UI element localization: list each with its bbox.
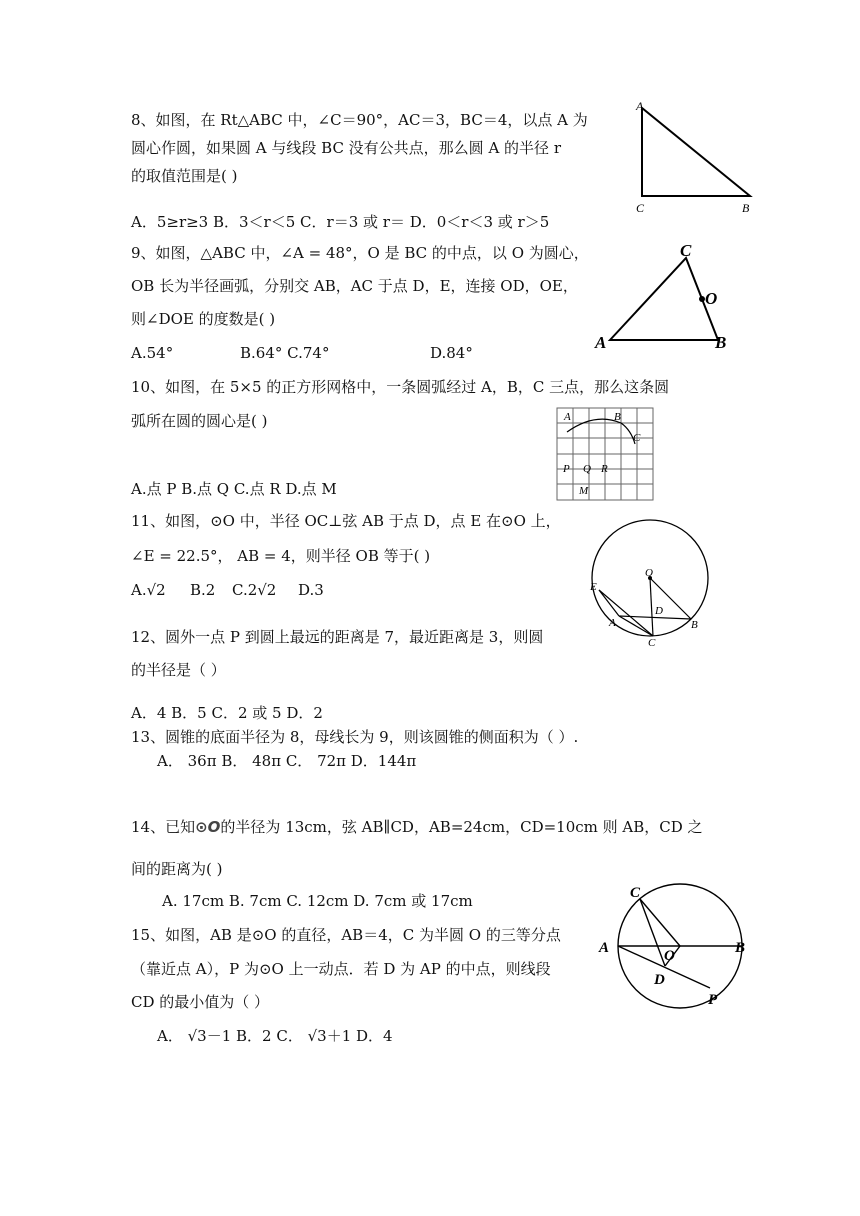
q10-label-p: P [563,463,570,475]
q11-label-o: O [645,567,653,579]
q15-label-c: C [630,885,641,901]
q11-label-c: C [648,637,656,648]
q14-line1 [131,817,703,837]
q12-line2: 的半径是（ ） [131,661,226,679]
q9-option-d: D.84° [430,344,473,362]
q15-label-p: P [708,992,718,1008]
q11-label-e: E [590,581,597,593]
q10-label-c: C [633,432,641,444]
q10-label-a: A [564,411,571,423]
q10-line2: 弧所在圆的圆心是( ) [131,412,268,430]
q10-label-m: M [579,485,589,497]
q14-options: A. 17cm B. 7cm C. 12cm D. 7cm 或 17cm [162,892,473,910]
q9-option-a: A.54° [131,344,174,362]
q11-circle-figure [585,518,715,648]
q11-label-d: D [655,605,663,617]
q9-option-bc: B.64° C.74° [240,344,330,362]
q9-label-a: A [595,333,607,352]
q15-line1: 15、如图，AB 是⊙O 的直径，AB＝4，C 为半圆 O 的三等分点 [131,926,561,944]
q10-options: A.点 P B.点 Q C.点 R D.点 M [131,480,337,498]
q8-triangle-figure [628,98,768,218]
q15-label-d: D [654,972,665,988]
q9-line1: 9、如图，△ABC 中，∠A = 48°，O 是 BC 的中点，以 O 为圆心， [131,244,589,262]
q11-option-b: B.2 [190,581,216,599]
q10-line1: 10、如图，在 5×5 的正方形网格中，一条圆弧经过 A，B，C 三点，那么这条圆 [131,378,670,396]
q15-label-o: O [664,948,675,964]
q8-label-c: C [636,201,645,215]
q15-options: A． √3－1 B．2 C． √3＋1 D．4 [157,1027,393,1045]
circle-o-symbol: ⊙O [195,818,221,836]
q9-triangle-figure [592,240,742,355]
q14-line1-prefix: 14、已知 [131,818,196,836]
q8-options: A．5≥r≥3 B．3＜r＜5 C．r＝3 或 r＝ D．0＜r＜3 或 r＞5 [131,213,550,231]
q11-line1: 11、如图，⊙O 中，半径 OC⊥弦 AB 于点 D，点 E 在⊙O 上， [131,512,561,530]
q13-line1: 13、圆锥的底面半径为 8，母线长为 9，则该圆锥的侧面积为（ ）. [131,728,579,746]
q8-label-b: B [742,201,750,215]
q10-label-r: R [601,463,608,475]
q15-label-b: B [735,940,746,956]
q12-line1: 12、圆外一点 P 到圆上最远的距离是 7，最近距离是 3，则圆 [131,628,544,646]
q9-line2: OB 长为半径画弧，分别交 AB，AC 于点 D，E，连接 OD，OE， [131,277,578,295]
q11-line2: ∠E = 22.5°， AB = 4，则半径 OB 等于( ) [131,547,431,565]
q10-label-q: Q [583,463,591,475]
q11-label-b: B [691,619,698,631]
q14-line2: 间的距离为( ) [131,860,223,878]
q8-line1: 8、如图，在 Rt△ABC 中，∠C＝90°，AC＝3，BC＝4，以点 A 为 [131,111,588,129]
q11-label-a: A [609,617,616,629]
q9-line3: 则∠DOE 的度数是( ) [131,310,276,328]
q9-label-c: C [680,241,692,260]
q15-label-a: A [599,940,610,956]
q10-label-b: B [614,411,621,423]
q11-option-d: D.3 [298,581,324,599]
q15-line3: CD 的最小值为（ ） [131,993,270,1011]
q10-grid-figure [555,406,659,502]
q15-circle-figure [596,880,756,1010]
q12-options: A．4 B．5 C．2 或 5 D．2 [131,704,323,722]
q8-line2: 圆心作圆，如果圆 A 与线段 BC 没有公共点，那么圆 A 的半径 r [131,139,561,157]
q9-label-b: B [715,333,727,352]
q9-label-o: O [705,289,718,308]
q8-line3: 的取值范围是( ) [131,167,238,185]
q13-options: A． 36π B． 48π C． 72π D．144π [157,752,417,770]
q15-line2: （靠近点 A），P 为⊙O 上一动点．若 D 为 AP 的中点，则线段 [131,960,551,978]
q11-option-c: C.2√2 [232,581,277,599]
q8-label-a: A [636,99,644,113]
q11-option-a: A.√2 [131,581,166,599]
q14-line1-suffix: 的半径为 13cm，弦 AB∥CD，AB=24cm，CD=10cm 则 AB，CD 之 [220,818,703,836]
